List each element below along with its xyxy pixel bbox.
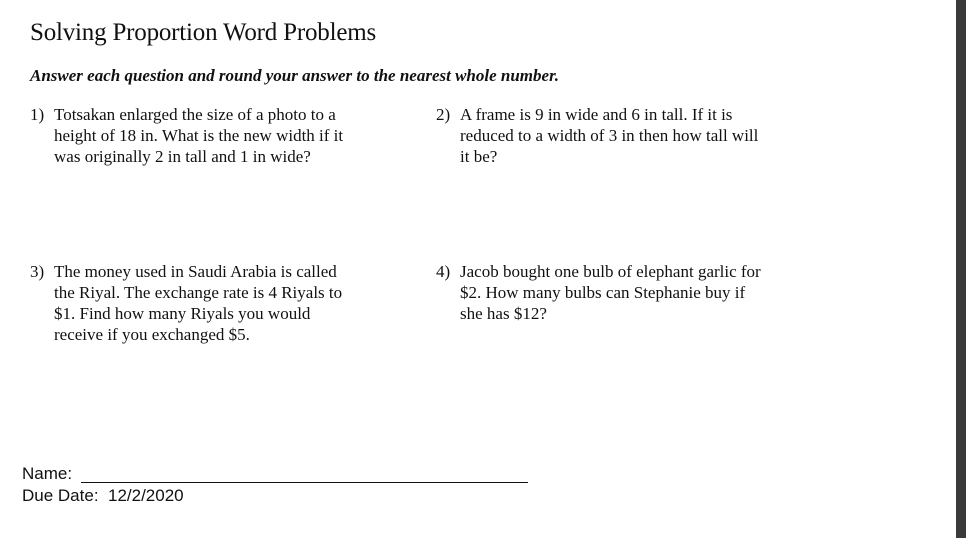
due-date-label: Due Date:	[22, 486, 99, 505]
question-text-line: The money used in Saudi Arabia is called	[54, 262, 337, 281]
question-text-line: reduced to a width of 3 in then how tall will	[460, 126, 759, 145]
name-label: Name:	[22, 464, 73, 483]
question-text-line: Totsakan enlarged the size of a photo to a	[54, 105, 336, 124]
question-number: 3)	[30, 262, 45, 281]
question-text-line: the Riyal. The exchange rate is 4 Riyals to	[54, 283, 343, 302]
question-number: 2)	[436, 105, 451, 124]
right-edge-bar	[956, 0, 966, 538]
question-text-line: she has $12?	[460, 304, 547, 323]
question-2	[436, 104, 758, 167]
question-text-line: A frame is 9 in wide and 6 in tall. If it is	[460, 105, 733, 124]
question-number: 4)	[436, 262, 451, 281]
question-number: 1)	[30, 105, 45, 124]
worksheet-title: Solving Proportion Word Problems	[30, 19, 377, 46]
question-text-line: was originally 2 in tall and 1 in wide?	[54, 147, 311, 166]
question-text-line: it be?	[460, 147, 498, 166]
question-1	[30, 104, 343, 167]
question-text-line: Jacob bought one bulb of elephant garlic for	[460, 262, 761, 281]
due-date-value: 12/2/2020	[108, 486, 184, 505]
question-3	[30, 261, 342, 345]
question-4	[436, 261, 761, 324]
worksheet-instructions: Answer each question and round your answer to the nearest whole number.	[30, 66, 560, 85]
name-blank-line	[81, 482, 528, 483]
question-text-line: receive if you exchanged $5.	[54, 325, 250, 344]
question-text-line: height of 18 in. What is the new width if it	[54, 126, 344, 145]
question-text-line: $2. How many bulbs can Stephanie buy if	[460, 283, 746, 302]
question-text-line: $1. Find how many Riyals you would	[54, 304, 311, 323]
due-date-row	[22, 486, 184, 506]
